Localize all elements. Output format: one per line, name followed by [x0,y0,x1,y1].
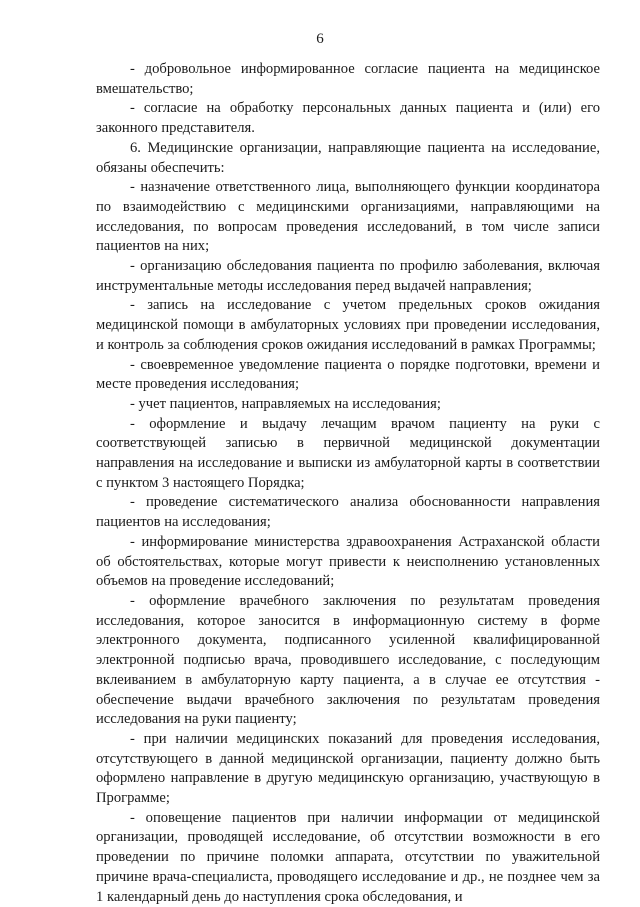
paragraph-referral-issuing: - оформление и выдачу лечащим врачом пациенту на руки с соответствующей записью в первичной медицинской документации направления на исследование и выписки из амбулаторной карты в соответствии с пунктом 3 настоящего Порядка; [96,415,600,491]
paragraph-notification: - своевременное уведомление пациента о порядке подготовки, времени и месте проведения исследования; [96,356,600,393]
paragraph-coordinator: - назначение ответственного лица, выполняющего функции координатора по взаимодействию с медицинскими организациями, направляющими на исследования, по вопросам проведения исследований, в том числе записи пациентов на них; [96,179,600,255]
paragraph-data-processing-consent: - согласие на обработку персональных данных пациента и (или) его законного представителя. [96,100,600,137]
paragraph-analysis: - проведение систематического анализа обоснованности направления пациентов на исследования; [96,494,600,531]
paragraph-other-organization-referral: - при наличии медицинских показаний для проведения исследования, отсутствующего в данной медицинской организации, пациенту должно быть оформлено направление в другую медицинскую организацию, участвующую в Программе; [96,730,600,807]
paragraph-voluntary-consent: - добровольное информированное согласие пациента на медицинское вмешательство; [96,61,600,97]
paragraph-patient-alert: - оповещение пациентов при наличии информации от медицинской организации, проводящей исследование, об отсутствии возможности в его проведении по причине поломки аппарата, отсутствии по уважительной причине врача-специалиста, проводящего исследование и др., не позднее чем за 1 календарный день до наступления срока обследования, и [96,809,600,905]
paragraph-medical-conclusion: - оформление врачебного заключения по результатам проведения исследования, которое заносится в информационную систему в форме электронного документа, подписанного усиленной квалифицированной электронной подписью врача, проводившего исследование, с последующим вклеиванием в амбулаторную карту пациента, а в случае ее отсутствия - обеспечение выдачи врачебного заключения по результатам проведения исследования на руки пациенту; [96,592,600,728]
paragraph-patient-records: - учет пациентов, направляемых на исследования; [130,395,441,412]
page-number: 6 [316,31,324,47]
paragraph-scheduling: - запись на исследование с учетом предельных сроков ожидания медицинской помощи в амбулаторных условиях при проведении исследования, и контроль за соблюдения сроков ожидания исследований в рамках Программы; [96,297,600,353]
paragraph-ministry-informing: - информирование министерства здравоохранения Астраханской области об обстоятельствах, которые могут привести к неисполнению установленных объемов на проведение исследований; [96,533,600,590]
paragraph-examination: - организацию обследования пациента по профилю заболевания, включая инструментальные методы исследования перед выдачей направления; [96,258,600,294]
paragraph-section-6-heading: 6. Медицинские организации, направляющие пациента на исследование, обязаны обеспечить: [96,139,600,176]
document-body [96,60,600,907]
